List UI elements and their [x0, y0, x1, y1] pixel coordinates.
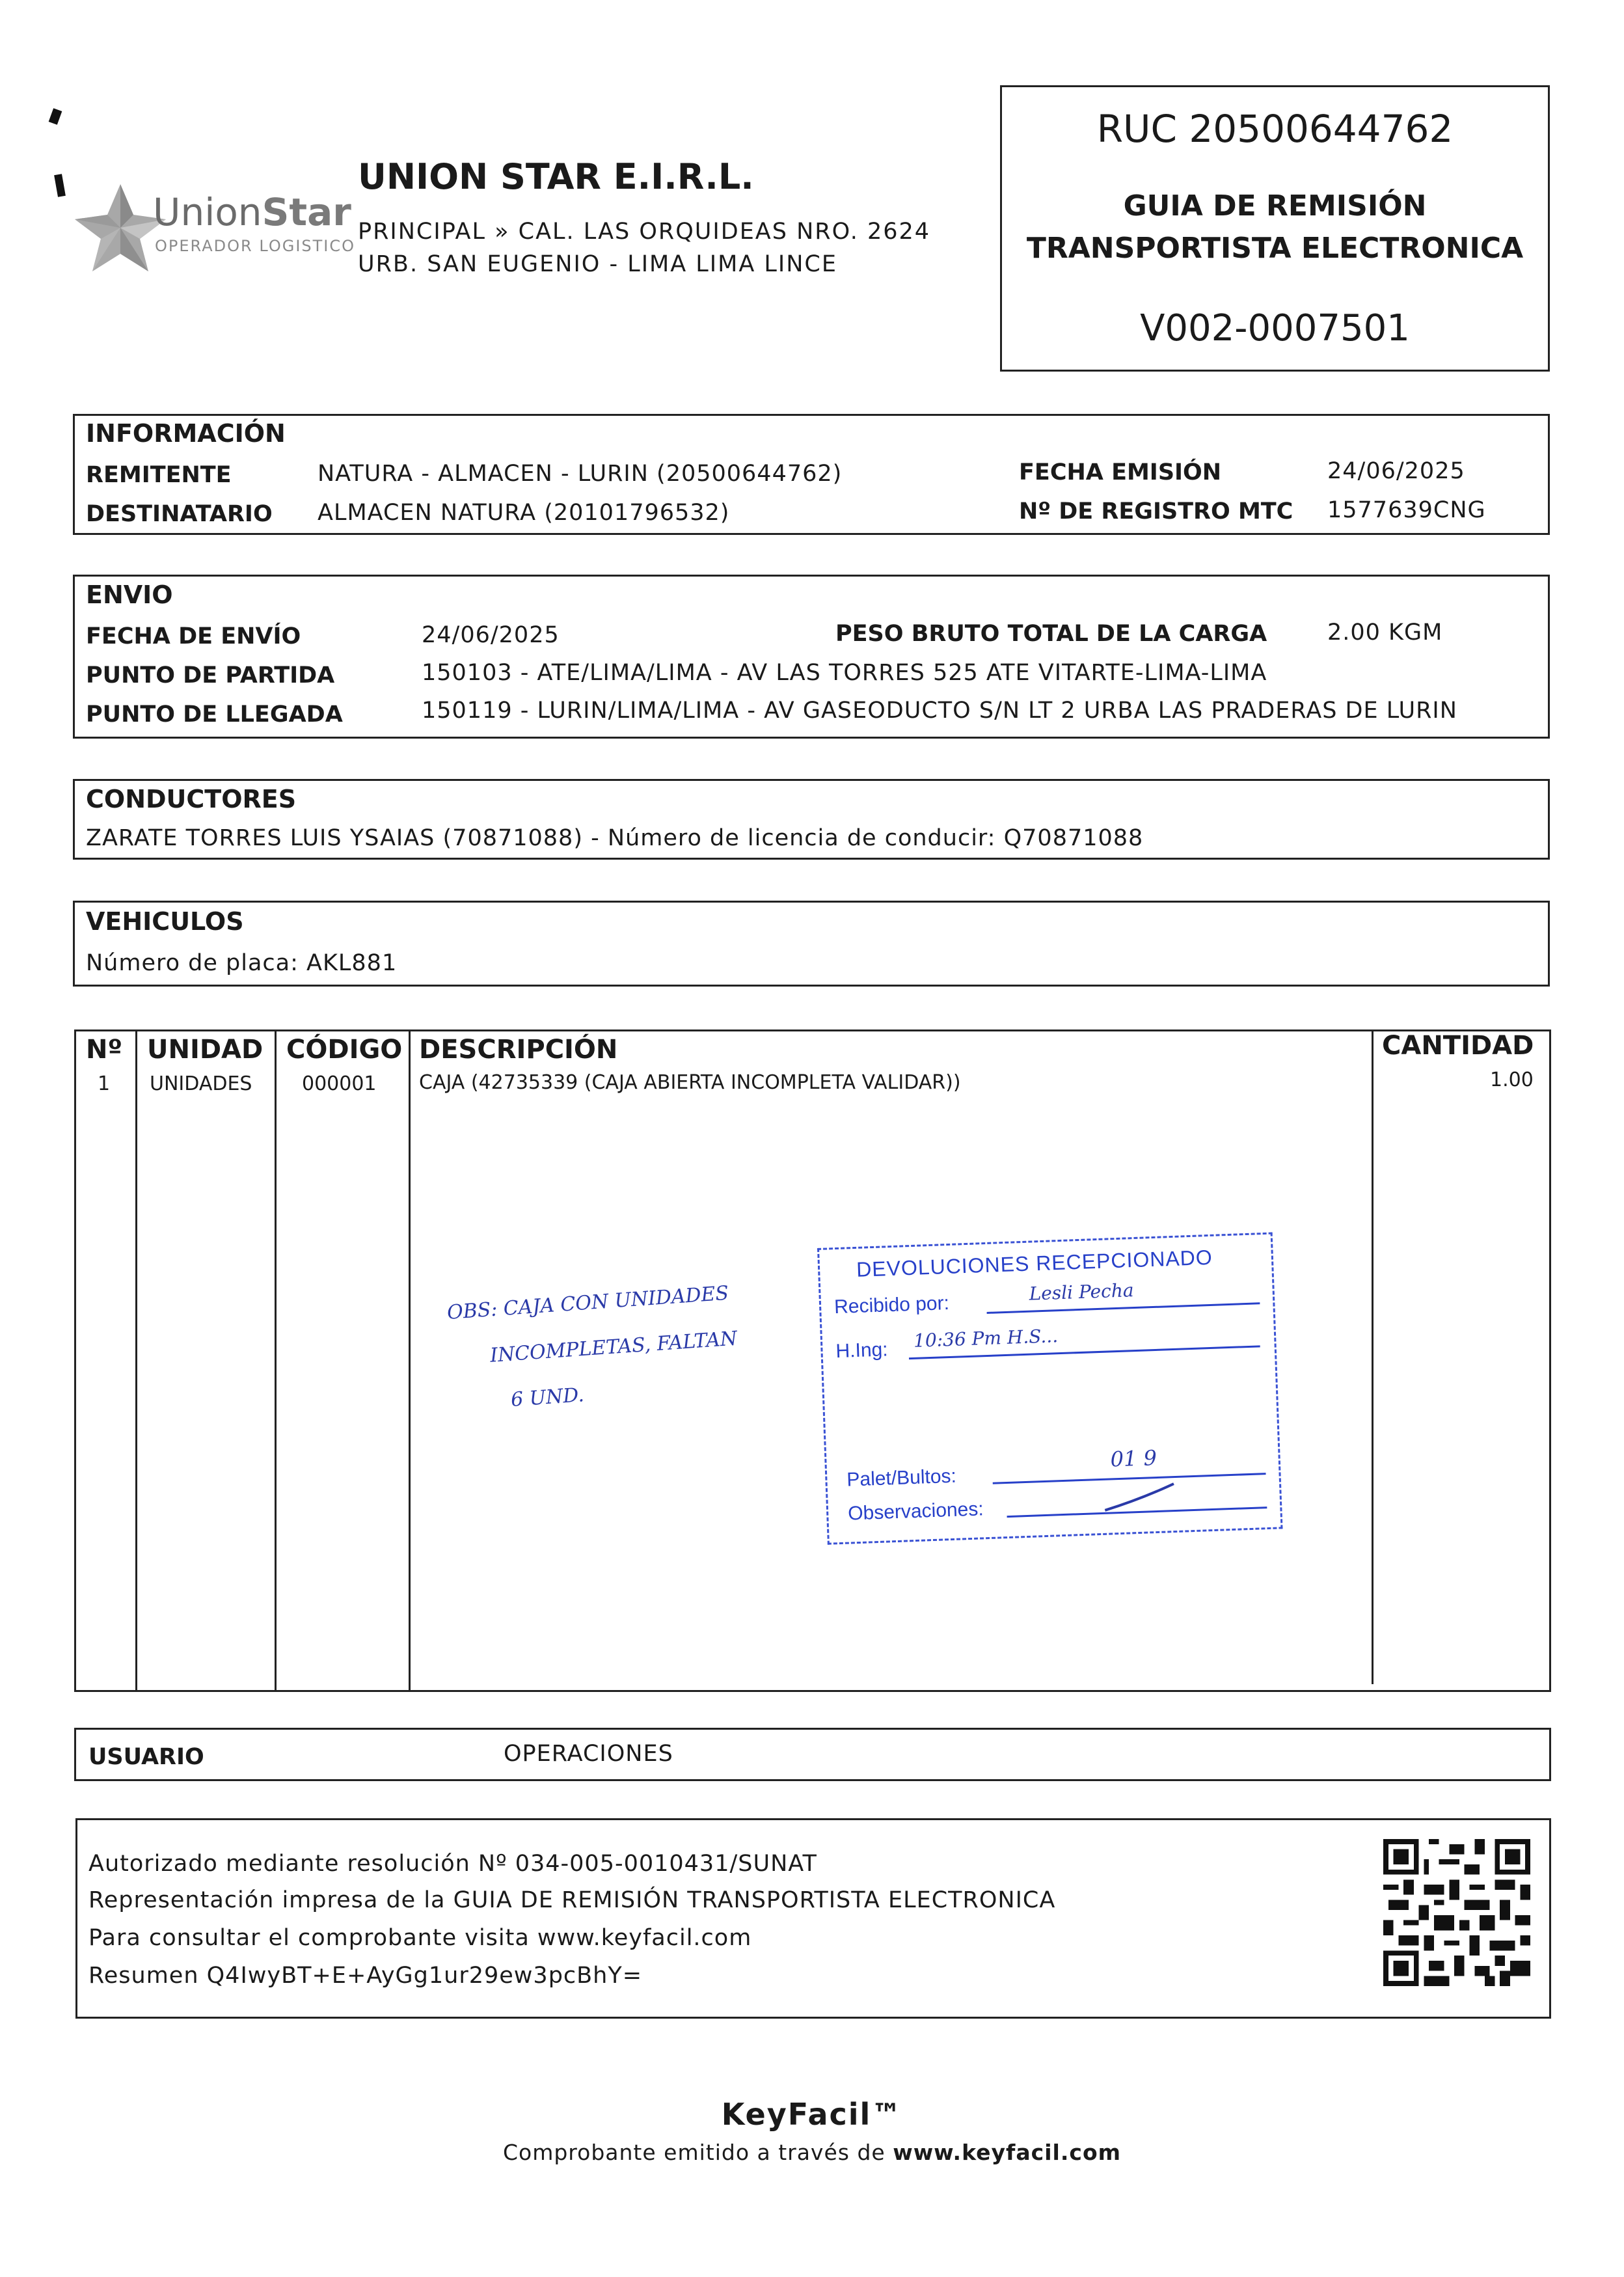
- ruc-number: RUC 20500644762: [1096, 107, 1454, 151]
- brand-caption-prefix: Comprobante emitido a través de: [502, 2140, 893, 2165]
- usuario-section: [74, 1728, 1551, 1781]
- peso-bruto-label: PESO BRUTO TOTAL DE LA CARGA: [835, 621, 1267, 647]
- conductores-heading: CONDUCTORES: [86, 785, 297, 813]
- company-address-line2: URB. SAN EUGENIO - LIMA LIMA LINCE: [358, 251, 837, 277]
- vehiculos-heading: VEHICULOS: [86, 907, 244, 936]
- cell-descripcion: CAJA (42735339 (CAJA ABIERTA INCOMPLETA VALIDAR)): [419, 1071, 961, 1094]
- items-table: [74, 1029, 1551, 1692]
- handwritten-note-line3: 6 UND.: [510, 1384, 585, 1411]
- fecha-envio-label: FECHA DE ENVÍO: [86, 623, 301, 649]
- company-name: UNION STAR E.I.R.L.: [358, 156, 754, 197]
- vehiculos-value: Número de placa: AKL881: [86, 950, 398, 976]
- document-number: V002-0007501: [1140, 307, 1410, 349]
- company-logo: [72, 176, 356, 280]
- logo-name-star: Star: [262, 190, 351, 234]
- document-id-box: [1000, 85, 1550, 372]
- brand-caption: [0, 2140, 1624, 2165]
- authorization-line4: Resumen Q4IwyBT+E+AyGg1ur29ew3pcBhY=: [88, 1963, 643, 1989]
- stamp-title: DEVOLUCIONES RECEPCIONADO: [856, 1245, 1213, 1281]
- stamp-hing-label: H.Ing:: [835, 1339, 889, 1363]
- registro-mtc-value: 1577639CNG: [1327, 497, 1486, 523]
- cell-no: 1: [98, 1072, 111, 1095]
- envio-heading: ENVIO: [86, 580, 173, 609]
- usuario-label: USUARIO: [88, 1744, 204, 1770]
- handwritten-note-line1: OBS: CAJA CON UNIDADES: [446, 1281, 730, 1324]
- authorization-line1: Autorizado mediante resolución Nº 034-005-0010431/SUNAT: [88, 1851, 817, 1877]
- punto-llegada-value: 150119 - LURIN/LIMA/LIMA - AV GASEODUCTO S/N LT 2 URBA LAS PRADERAS DE LURIN: [422, 698, 1457, 724]
- company-address-line1: PRINCIPAL » CAL. LAS ORQUIDEAS NRO. 2624: [358, 219, 931, 245]
- usuario-value: OPERACIONES: [504, 1741, 673, 1767]
- stamp-recibido-label: Recibido por:: [833, 1292, 950, 1318]
- column-header-descripcion: DESCRIPCIÓN: [419, 1035, 618, 1065]
- logo-name-union: Union: [153, 190, 262, 234]
- punto-partida-value: 150103 - ATE/LIMA/LIMA - AV LAS TORRES 525 ATE VITARTE-LIMA-LIMA: [422, 660, 1267, 686]
- brand-name: KeyFacil™: [721, 2097, 903, 2132]
- stamp-palet-label: Palet/Bultos:: [846, 1465, 957, 1491]
- table-column-divider: [409, 1029, 411, 1691]
- stamp-observaciones-label: Observaciones:: [847, 1498, 984, 1525]
- fecha-envio-value: 24/06/2025: [422, 622, 560, 648]
- stamp-recibido-value: Lesli Pecha: [1029, 1279, 1135, 1305]
- logo-tagline: OPERADOR LOGISTICO: [155, 237, 356, 255]
- stamp-hing-value: 10:36 Pm H.S...: [913, 1325, 1059, 1352]
- authorization-line2: Representación impresa de la GUIA DE REMISIÓN TRANSPORTISTA ELECTRONICA: [88, 1887, 1056, 1913]
- column-header-codigo: CÓDIGO: [286, 1035, 403, 1065]
- column-header-cantidad: CANTIDAD: [1382, 1031, 1534, 1061]
- cell-cantidad: 1.00: [1490, 1069, 1534, 1091]
- scan-mark: [54, 174, 66, 197]
- qr-code-icon: [1383, 1839, 1530, 1986]
- table-column-divider: [135, 1029, 137, 1691]
- stamp-checkmark-icon: [1101, 1479, 1180, 1514]
- conductores-value: ZARATE TORRES LUIS YSAIAS (70871088) - Número de licencia de conducir: Q70871088: [86, 825, 1144, 851]
- destinatario-label: DESTINATARIO: [86, 501, 273, 527]
- document-title-line2: TRANSPORTISTA ELECTRONICA: [1026, 232, 1524, 265]
- registro-mtc-label: Nº DE REGISTRO MTC: [1019, 498, 1293, 525]
- column-header-no: Nº: [86, 1035, 123, 1065]
- punto-partida-label: PUNTO DE PARTIDA: [86, 662, 335, 689]
- handwritten-note-line2: INCOMPLETAS, FALTAN: [489, 1327, 738, 1367]
- column-header-unidad: UNIDAD: [147, 1035, 264, 1065]
- destinatario-value: ALMACEN NATURA (20101796532): [318, 500, 730, 526]
- table-column-divider: [275, 1029, 277, 1691]
- cell-unidad: UNIDADES: [150, 1072, 252, 1095]
- informacion-heading: INFORMACIÓN: [86, 419, 286, 448]
- reception-stamp: [817, 1233, 1282, 1545]
- peso-bruto-value: 2.00 KGM: [1327, 620, 1443, 646]
- brand-caption-link[interactable]: www.keyfacil.com: [893, 2140, 1122, 2165]
- fecha-emision-value: 24/06/2025: [1327, 458, 1465, 484]
- authorization-line3: Para consultar el comprobante visita www.keyfacil.com: [88, 1925, 752, 1951]
- document-title-line1: GUIA DE REMISIÓN: [1123, 189, 1427, 223]
- stamp-palet-value: 01 9: [1109, 1445, 1157, 1472]
- punto-llegada-label: PUNTO DE LLEGADA: [86, 702, 343, 728]
- remitente-value: NATURA - ALMACEN - LURIN (20500644762): [318, 461, 843, 487]
- scan-mark: [49, 108, 62, 124]
- fecha-emision-label: FECHA EMISIÓN: [1019, 459, 1222, 485]
- table-column-divider: [1372, 1029, 1374, 1684]
- cell-codigo: 000001: [302, 1072, 377, 1095]
- remitente-label: REMITENTE: [86, 462, 232, 488]
